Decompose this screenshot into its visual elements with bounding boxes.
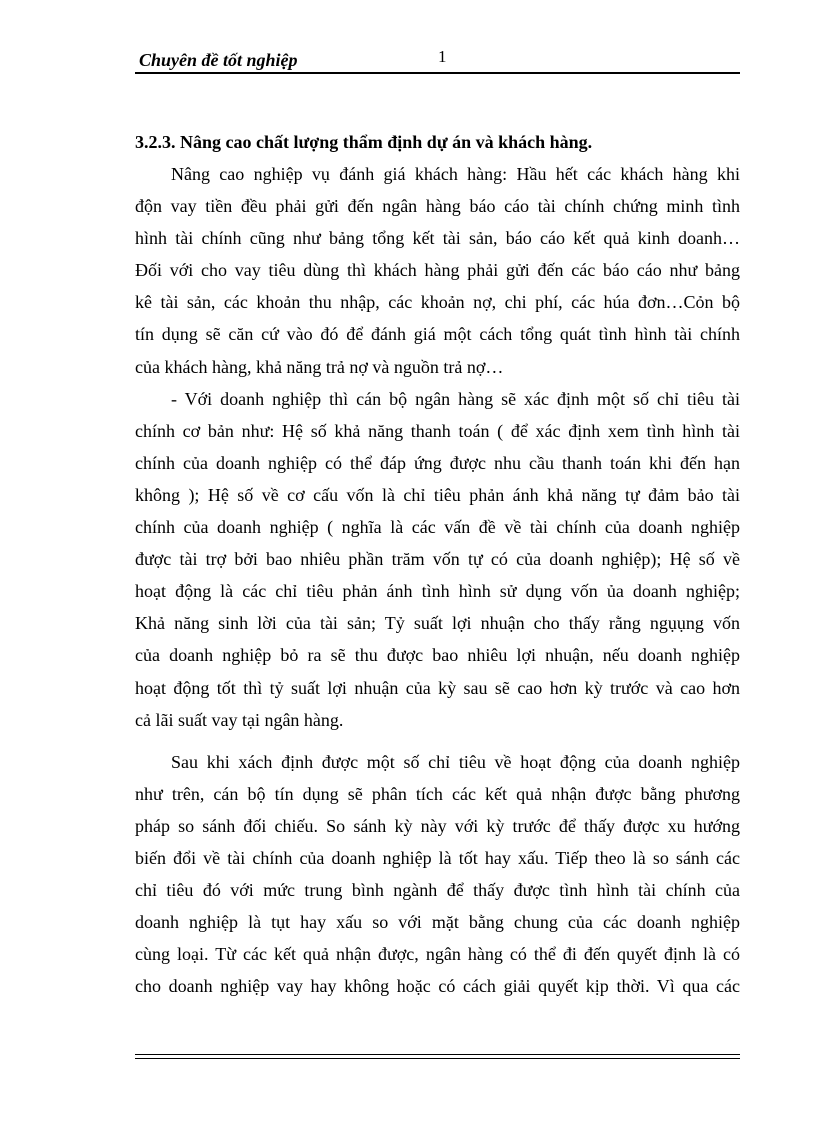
- paragraph-financial-indicators: [135, 383, 740, 736]
- text-line: kê tài sản, các khoản thu nhập, các khoản nợ, chi phí, các húa đơn…Cỏn bộ: [135, 292, 740, 313]
- text-line: - Với doanh nghiệp thì cán bộ ngân hàng sẽ xác định một số chỉ tiêu tài: [171, 388, 740, 409]
- footer-divider: [135, 1054, 740, 1059]
- text-line: cả lãi suất vay tại ngân hàng.: [135, 709, 344, 730]
- header-title: Chuyên đề tốt nghiệp: [139, 50, 298, 70]
- text-line: chính cơ bản như: Hệ số khả năng thanh toán ( để xác định xem tình hình tài: [135, 420, 740, 441]
- text-line: pháp so sánh đối chiếu. So sánh kỳ này với kỳ trước để thấy được xu hướng: [135, 815, 740, 836]
- text-line: không ); Hệ số về cơ cấu vốn là chỉ tiêu phản ánh khả năng tự đảm bảo tài: [135, 484, 740, 505]
- page-number: 1: [438, 47, 447, 66]
- text-line: Sau khi xách định được một số chỉ tiêu về hoạt động của doanh nghiệp: [171, 751, 740, 772]
- header-divider: [135, 72, 740, 74]
- text-line: chính của doanh nghiệp ( nghĩa là các vấn đề về tài chính của doanh nghiệp: [135, 517, 740, 538]
- text-line: doanh nghiệp là tụt hay xấu so với mặt bằng chung của các doanh nghiệp: [135, 912, 740, 933]
- text-line: chính của doanh nghiệp có thể đáp ứng được nhu cầu thanh toán khi đến hạn: [135, 452, 740, 473]
- text-line: của doanh nghiệp bỏ ra sẽ thu được bao nhiêu lợi nhuận, nếu doanh nghiệp: [135, 645, 740, 666]
- text-line: chỉ tiêu đó với mức trung bình ngành để thấy được tình hình tài chính của: [135, 880, 740, 901]
- section-heading: 3.2.3. Nâng cao chất lượng thẩm định dự án và khách hàng.: [135, 132, 593, 152]
- text-line: cho doanh nghiệp vay hay không hoặc có cách giải quyết kịp thời. Vì qua các: [135, 976, 740, 997]
- text-line: độn vay tiền đều phải gửi đến ngân hàng báo cáo tài chính chứng minh tình: [135, 196, 740, 217]
- text-line: cùng loại. Từ các kết quả nhận được, ngân hàng có thể đi đến quyết định là có: [135, 944, 740, 965]
- text-line: hình tài chính cũng như bảng tổng kết tài sản, báo cáo kết quả kinh doanh…: [135, 228, 740, 249]
- text-line: Nâng cao nghiệp vụ đánh giá khách hàng: Hầu hết các khách hàng khi: [171, 164, 740, 184]
- text-line: của khách hàng, khả năng trả nợ và nguồn trả nợ…: [135, 356, 504, 377]
- text-line: hoạt động là các chỉ tiêu phản ánh tình hình sử dụng vốn ủa doanh nghiệp;: [135, 581, 740, 602]
- text-line: tín dụng sẽ căn cứ vào đó để đánh giá một cách tổng quát tình hình tài chính: [135, 324, 740, 345]
- text-line: Đối với cho vay tiêu dùng thì khách hàng phải gửi đến các báo cáo như bảng: [135, 260, 740, 281]
- paragraph-comparison-analysis: [135, 746, 740, 1003]
- text-line: biến đổi về tài chính của doanh nghiệp là tốt hay xấu. Tiếp theo là so sánh các: [135, 847, 740, 868]
- text-line: được tài trợ bởi bao nhiêu phần trăm vốn tự có của doanh nghiệp); Hệ số về: [135, 549, 740, 570]
- text-line: như trên, cán bộ tín dụng sẽ phân tích các kết quả nhận được bằng phương: [135, 783, 740, 804]
- paragraph-customer-assessment: [135, 158, 740, 383]
- document-body: [135, 126, 740, 1002]
- page-header: [135, 44, 740, 74]
- text-line: hoạt động tốt thì tỷ suất lợi nhuận của kỳ sau sẽ cao hơn kỳ trước và cao hơn: [135, 677, 740, 698]
- text-line: Khả năng sinh lời của tài sản; Tỷ suất lợi nhuận cho thấy rằng ngụụng vốn: [135, 613, 740, 634]
